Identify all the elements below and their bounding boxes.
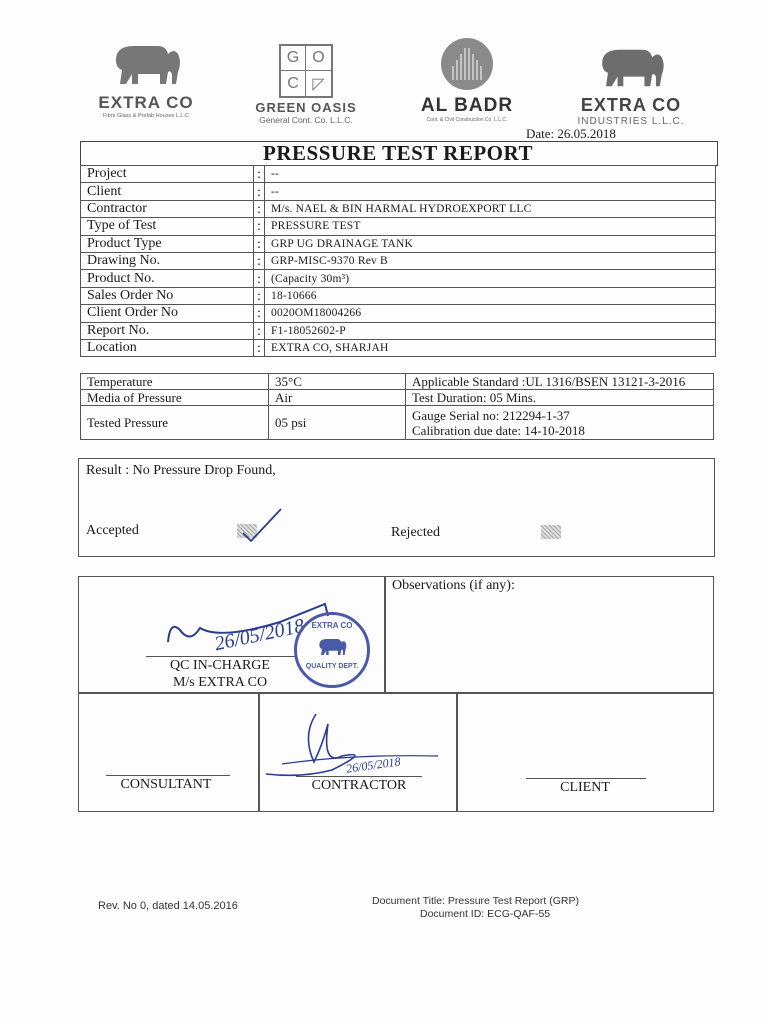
info-label: Location: [81, 339, 254, 356]
accepted-label: Accepted: [86, 523, 139, 538]
info-separator: :: [254, 200, 265, 217]
logo-al-badr: [412, 36, 522, 123]
info-label: Contractor: [81, 200, 254, 217]
info-separator: :: [254, 235, 265, 252]
info-separator: :: [254, 305, 265, 322]
client-signature-line: [526, 778, 646, 779]
elephant-icon: [593, 44, 669, 92]
info-separator: :: [254, 270, 265, 287]
logo-sub: Cont. & Civil Construction Co. L.L.C.: [426, 117, 508, 123]
info-row: [81, 305, 716, 322]
info-separator: :: [254, 287, 265, 304]
qc-handwritten-date: 26/05/2018: [212, 614, 307, 656]
document-id: Document ID: ECG-QAF-55: [420, 908, 551, 920]
info-row: [81, 322, 716, 339]
building-icon: [439, 36, 495, 92]
logo-name: GREEN OASIS: [255, 100, 357, 115]
info-label: Drawing No.: [81, 252, 254, 269]
info-label: Project: [81, 166, 254, 183]
info-row: [81, 200, 716, 217]
document-title: Document Title: Pressure Test Report (GRP): [372, 895, 579, 907]
result-text: Result : No Pressure Drop Found,: [86, 463, 276, 478]
info-label: Product Type: [81, 235, 254, 252]
info-row: [81, 252, 716, 269]
logo-extra-co: [84, 40, 208, 119]
media-label: Media of Pressure: [81, 390, 269, 406]
page-title: PRESSURE TEST REPORT: [263, 141, 533, 165]
contractor-signature-line: [296, 776, 422, 777]
result-box: [78, 458, 715, 557]
qc-signature-line: [146, 656, 296, 657]
observations-label: Observations (if any):: [392, 578, 515, 593]
info-value: PRESSURE TEST: [265, 218, 716, 235]
media-value: Air: [269, 390, 406, 406]
info-row: [81, 166, 716, 183]
client-label: CLIENT: [560, 780, 610, 795]
logo-name: EXTRA CO: [98, 93, 194, 112]
info-value: GRP-MISC-9370 Rev B: [265, 252, 716, 269]
info-row: [81, 339, 716, 356]
info-value: EXTRA CO, SHARJAH: [265, 339, 716, 356]
elephant-icon: [108, 40, 184, 90]
info-separator: :: [254, 183, 265, 200]
tested-pressure-value: 05 psi: [269, 406, 406, 440]
info-label: Client: [81, 183, 254, 200]
calibration-date: Calibration due date: 14-10-2018: [412, 422, 585, 438]
consultant-signature-line: [106, 775, 230, 776]
goc-mark-icon: G O C ◸: [279, 44, 333, 98]
info-label: Report No.: [81, 322, 254, 339]
info-value: 0020OM18004266: [265, 305, 716, 322]
info-value: GRP UG DRAINAGE TANK: [265, 235, 716, 252]
info-row: [81, 270, 716, 287]
check-mark-icon: [239, 507, 285, 543]
info-row: [81, 235, 716, 252]
rejected-checkbox[interactable]: [541, 525, 561, 539]
info-value: M/s. NAEL & BIN HARMAL HYDROEXPORT LLC: [265, 200, 716, 217]
logo-name: AL BADR: [420, 95, 514, 116]
info-value: --: [265, 166, 716, 183]
info-label: Sales Order No: [81, 287, 254, 304]
logo-sub: INDUSTRIES L.L.C.: [577, 116, 685, 127]
info-separator: :: [254, 166, 265, 183]
info-value: --: [265, 183, 716, 200]
temperature-value: 35°C: [269, 374, 406, 390]
info-label: Client Order No: [81, 305, 254, 322]
revision-note: Rev. No 0, dated 14.05.2016: [98, 900, 238, 912]
elephant-icon: [316, 635, 348, 659]
qc-company: M/s EXTRA CO: [172, 675, 268, 690]
info-value: F1-18052602-P: [265, 322, 716, 339]
logo-green-oasis: [246, 44, 366, 125]
info-separator: :: [254, 218, 265, 235]
contractor-handwritten-date: 26/05/2018: [345, 754, 402, 776]
logo-sub: General Cont. Co. L.L.C.: [259, 115, 353, 125]
report-date: Date: 26.05.2018: [526, 126, 616, 141]
info-separator: :: [254, 322, 265, 339]
info-row: [81, 287, 716, 304]
quality-stamp: [294, 612, 370, 688]
consultant-box: [78, 692, 260, 812]
test-duration: Test Duration: 05 Mins.: [406, 390, 714, 406]
stamp-top-text: EXTRA CO: [311, 621, 353, 630]
logo-name: EXTRA CO: [580, 95, 682, 115]
gauge-serial: Gauge Serial no: 212294-1-37: [412, 407, 570, 423]
info-separator: :: [254, 252, 265, 269]
logo-sub: Fibre Glass & Prefab Houses L.L.C: [103, 113, 189, 119]
applicable-standard: Applicable Standard :UL 1316/BSEN 13121-3-2016: [406, 374, 714, 390]
info-row: [81, 183, 716, 200]
contractor-label: CONTRACTOR: [311, 778, 407, 793]
tested-pressure-label: Tested Pressure: [81, 406, 269, 440]
info-table: [80, 165, 716, 357]
qc-title: QC IN-CHARGE: [170, 658, 270, 673]
info-separator: :: [254, 339, 265, 356]
consultant-label: CONSULTANT: [120, 777, 212, 792]
conditions-table: [80, 373, 714, 440]
info-value: (Capacity 30m³): [265, 270, 716, 287]
temperature-label: Temperature: [81, 374, 269, 390]
rejected-label: Rejected: [391, 525, 440, 540]
info-value: 18-10666: [265, 287, 716, 304]
info-label: Product No.: [81, 270, 254, 287]
gauge-calibration: [406, 406, 714, 440]
stamp-bottom-text: QUALITY DEPT.: [305, 663, 359, 670]
info-label: Type of Test: [81, 218, 254, 235]
info-row: [81, 218, 716, 235]
logo-extra-co-industries: [568, 44, 694, 127]
